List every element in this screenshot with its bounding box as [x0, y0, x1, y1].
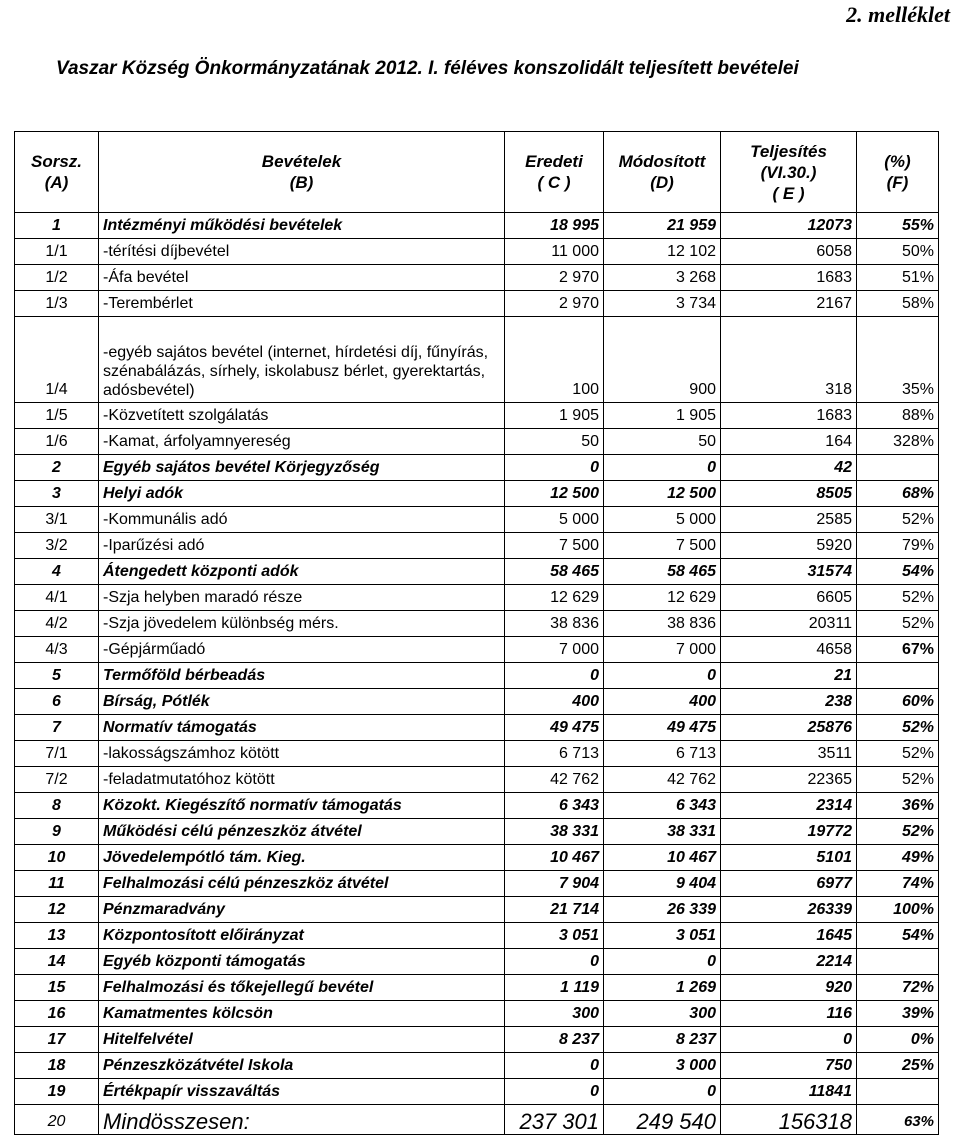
row-teljesites: 6605: [721, 585, 857, 611]
row-id: 9: [15, 819, 99, 845]
row-name: Egyéb sajátos bevétel Körjegyzőség: [99, 455, 505, 481]
table-row: [15, 1001, 939, 1027]
row-id: 16: [15, 1001, 99, 1027]
header-percent: [857, 132, 939, 213]
row-percent: [857, 1079, 939, 1105]
row-modositott: 1 905: [604, 403, 721, 429]
header-line: Eredeti: [525, 152, 583, 171]
table-row: [15, 291, 939, 317]
row-percent: 52%: [857, 767, 939, 793]
row-id: 11: [15, 871, 99, 897]
header-line: Módosított: [618, 152, 706, 171]
row-teljesites: 3511: [721, 741, 857, 767]
row-modositott: 3 000: [604, 1053, 721, 1079]
row-modositott: 900: [604, 317, 721, 403]
row-name: Helyi adók: [99, 481, 505, 507]
row-name: Intézményi működési bevételek: [99, 213, 505, 239]
header-teljesites: [721, 132, 857, 213]
row-eredeti: 6 713: [505, 741, 604, 767]
table-row: [15, 481, 939, 507]
row-modositott: 26 339: [604, 897, 721, 923]
row-eredeti: 7 500: [505, 533, 604, 559]
row-name: -lakosságszámhoz kötött: [99, 741, 505, 767]
table-row: [15, 533, 939, 559]
table-row: [15, 1053, 939, 1079]
table-header-row: [15, 132, 939, 213]
row-percent: 328%: [857, 429, 939, 455]
revenue-table: [14, 131, 939, 1135]
row-eredeti: 49 475: [505, 715, 604, 741]
row-percent: 74%: [857, 871, 939, 897]
row-id: 3/2: [15, 533, 99, 559]
row-name: Normatív támogatás: [99, 715, 505, 741]
row-eredeti: 7 000: [505, 637, 604, 663]
row-name: Egyéb központi támogatás: [99, 949, 505, 975]
row-eredeti: 100: [505, 317, 604, 403]
row-teljesites: 318: [721, 317, 857, 403]
table-row: [15, 767, 939, 793]
row-id: 4/1: [15, 585, 99, 611]
table-row: [15, 793, 939, 819]
table-row: [15, 1079, 939, 1105]
row-modositott: 7 000: [604, 637, 721, 663]
row-eredeti: 3 051: [505, 923, 604, 949]
table-row: [15, 455, 939, 481]
row-eredeti: 2 970: [505, 265, 604, 291]
table-row: [15, 975, 939, 1001]
row-teljesites: 20311: [721, 611, 857, 637]
row-teljesites: 22365: [721, 767, 857, 793]
row-name: -Közvetített szolgálatás: [99, 403, 505, 429]
row-name: -egyéb sajátos bevétel (internet, hírdetési díj, fűnyírás, szénabálázás, sírhely, iskolabusz bérlet, gyerektartás, adósbevétel): [99, 317, 505, 403]
total-eredeti: 237 301: [505, 1105, 604, 1135]
row-eredeti: 6 343: [505, 793, 604, 819]
row-modositott: 12 500: [604, 481, 721, 507]
row-name: -Iparűzési adó: [99, 533, 505, 559]
row-modositott: 49 475: [604, 715, 721, 741]
row-modositott: 9 404: [604, 871, 721, 897]
row-modositott: 0: [604, 455, 721, 481]
row-eredeti: 0: [505, 663, 604, 689]
row-modositott: 3 734: [604, 291, 721, 317]
row-name: -Gépjárműadó: [99, 637, 505, 663]
row-modositott: 8 237: [604, 1027, 721, 1053]
row-name: Központosított előirányzat: [99, 923, 505, 949]
row-teljesites: 238: [721, 689, 857, 715]
row-percent: 35%: [857, 317, 939, 403]
row-teljesites: 12073: [721, 213, 857, 239]
row-modositott: 21 959: [604, 213, 721, 239]
row-modositott: 0: [604, 949, 721, 975]
total-teljesites: 156318: [721, 1105, 857, 1135]
row-percent: 58%: [857, 291, 939, 317]
row-id: 12: [15, 897, 99, 923]
row-percent: 68%: [857, 481, 939, 507]
table-row: [15, 507, 939, 533]
row-percent: 67%: [857, 637, 939, 663]
row-name: -Terembérlet: [99, 291, 505, 317]
row-eredeti: 12 500: [505, 481, 604, 507]
header-sorszam: [15, 132, 99, 213]
row-eredeti: 18 995: [505, 213, 604, 239]
row-modositott: 12 102: [604, 239, 721, 265]
header-line: ( C ): [537, 173, 571, 192]
header-eredeti: [505, 132, 604, 213]
row-eredeti: 1 905: [505, 403, 604, 429]
header-line: Sorsz.: [30, 152, 83, 171]
row-id: 1/6: [15, 429, 99, 455]
row-name: Értékpapír visszaváltás: [99, 1079, 505, 1105]
header-line: (B): [289, 173, 314, 192]
row-percent: 54%: [857, 923, 939, 949]
document-title: Vaszar Község Önkormányzatának 2012. I. féléves konszolidált teljesített bevételei: [56, 58, 799, 79]
row-eredeti: 10 467: [505, 845, 604, 871]
row-percent: 51%: [857, 265, 939, 291]
row-eredeti: 0: [505, 1079, 604, 1105]
row-id: 3: [15, 481, 99, 507]
row-modositott: 6 713: [604, 741, 721, 767]
row-modositott: 5 000: [604, 507, 721, 533]
row-teljesites: 6977: [721, 871, 857, 897]
table-row: [15, 741, 939, 767]
row-percent: 39%: [857, 1001, 939, 1027]
row-modositott: 3 051: [604, 923, 721, 949]
row-modositott: 10 467: [604, 845, 721, 871]
row-eredeti: 0: [505, 949, 604, 975]
row-id: 10: [15, 845, 99, 871]
table-row: [15, 689, 939, 715]
row-teljesites: 1683: [721, 265, 857, 291]
row-id: 4/3: [15, 637, 99, 663]
row-percent: 25%: [857, 1053, 939, 1079]
row-percent: [857, 949, 939, 975]
row-id: 15: [15, 975, 99, 1001]
row-id: 1/5: [15, 403, 99, 429]
row-id: 19: [15, 1079, 99, 1105]
row-id: 1/4: [15, 317, 99, 403]
table-row: [15, 585, 939, 611]
row-eredeti: 0: [505, 455, 604, 481]
row-teljesites: 8505: [721, 481, 857, 507]
row-name: Átengedett központi adók: [99, 559, 505, 585]
table-row: [15, 845, 939, 871]
row-name: -feladatmutatóhoz kötött: [99, 767, 505, 793]
row-eredeti: 58 465: [505, 559, 604, 585]
header-line: Teljesítés: [750, 141, 827, 161]
row-percent: 52%: [857, 715, 939, 741]
row-eredeti: 38 331: [505, 819, 604, 845]
row-modositott: 0: [604, 663, 721, 689]
row-teljesites: 25876: [721, 715, 857, 741]
row-id: 1/3: [15, 291, 99, 317]
row-percent: 79%: [857, 533, 939, 559]
total-row: [15, 1105, 939, 1135]
row-modositott: 12 629: [604, 585, 721, 611]
header-line: (%): [884, 152, 911, 171]
table-row: [15, 1027, 939, 1053]
row-name: Felhalmozási célú pénzeszköz átvétel: [99, 871, 505, 897]
table-row: [15, 637, 939, 663]
row-modositott: 300: [604, 1001, 721, 1027]
total-modositott: 249 540: [604, 1105, 721, 1135]
row-teljesites: 2167: [721, 291, 857, 317]
row-modositott: 0: [604, 1079, 721, 1105]
row-teljesites: 21: [721, 663, 857, 689]
header-line: (A): [44, 173, 69, 192]
row-name: Hitelfelvétel: [99, 1027, 505, 1053]
header-bevetelek: [99, 132, 505, 213]
row-eredeti: 21 714: [505, 897, 604, 923]
row-percent: 60%: [857, 689, 939, 715]
row-eredeti: 42 762: [505, 767, 604, 793]
table-row: [15, 403, 939, 429]
row-id: 3/1: [15, 507, 99, 533]
row-name: -Kamat, árfolyamnyereség: [99, 429, 505, 455]
annex-label: 2. melléklet: [846, 2, 950, 27]
row-name: -Áfa bevétel: [99, 265, 505, 291]
row-teljesites: 2585: [721, 507, 857, 533]
table-row: [15, 429, 939, 455]
row-percent: 88%: [857, 403, 939, 429]
row-name: Kamatmentes kölcsön: [99, 1001, 505, 1027]
row-teljesites: 116: [721, 1001, 857, 1027]
row-eredeti: 1 119: [505, 975, 604, 1001]
table-row: [15, 317, 939, 403]
row-percent: 100%: [857, 897, 939, 923]
row-eredeti: 0: [505, 1053, 604, 1079]
row-teljesites: 0: [721, 1027, 857, 1053]
table-row: [15, 213, 939, 239]
row-percent: 49%: [857, 845, 939, 871]
row-percent: 36%: [857, 793, 939, 819]
row-eredeti: 300: [505, 1001, 604, 1027]
row-eredeti: 50: [505, 429, 604, 455]
row-id: 1: [15, 213, 99, 239]
row-percent: 54%: [857, 559, 939, 585]
row-teljesites: 1645: [721, 923, 857, 949]
row-name: Bírság, Pótlék: [99, 689, 505, 715]
table-row: [15, 239, 939, 265]
row-modositott: 38 331: [604, 819, 721, 845]
row-id: 2: [15, 455, 99, 481]
row-eredeti: 400: [505, 689, 604, 715]
row-teljesites: 750: [721, 1053, 857, 1079]
row-eredeti: 7 904: [505, 871, 604, 897]
row-percent: 50%: [857, 239, 939, 265]
row-modositott: 3 268: [604, 265, 721, 291]
row-id: 4: [15, 559, 99, 585]
table-row: [15, 819, 939, 845]
header-line: (D): [650, 173, 674, 192]
table-row: [15, 611, 939, 637]
row-teljesites: 4658: [721, 637, 857, 663]
row-eredeti: 38 836: [505, 611, 604, 637]
row-id: 6: [15, 689, 99, 715]
row-name: -Szja helyben maradó része: [99, 585, 505, 611]
row-teljesites: 2314: [721, 793, 857, 819]
table-row: [15, 871, 939, 897]
row-teljesites: 164: [721, 429, 857, 455]
row-id: 5: [15, 663, 99, 689]
row-percent: 0%: [857, 1027, 939, 1053]
table-body: [15, 213, 939, 1135]
total-percent: 63%: [857, 1105, 939, 1135]
row-name: Felhalmozási és tőkejellegű bevétel: [99, 975, 505, 1001]
row-percent: 52%: [857, 507, 939, 533]
row-name: -Kommunális adó: [99, 507, 505, 533]
table-row: [15, 265, 939, 291]
row-name: -térítési díjbevétel: [99, 239, 505, 265]
row-teljesites: 42: [721, 455, 857, 481]
row-percent: [857, 455, 939, 481]
row-eredeti: 12 629: [505, 585, 604, 611]
row-name: Jövedelempótló tám. Kieg.: [99, 845, 505, 871]
row-teljesites: 1683: [721, 403, 857, 429]
row-id: 7: [15, 715, 99, 741]
row-teljesites: 11841: [721, 1079, 857, 1105]
row-percent: [857, 663, 939, 689]
row-percent: 72%: [857, 975, 939, 1001]
row-teljesites: 19772: [721, 819, 857, 845]
row-name: Pénzeszközátvétel Iskola: [99, 1053, 505, 1079]
row-modositott: 50: [604, 429, 721, 455]
row-teljesites: 31574: [721, 559, 857, 585]
table-row: [15, 949, 939, 975]
row-id: 1/2: [15, 265, 99, 291]
header-line: ( E ): [772, 183, 805, 203]
row-percent: 52%: [857, 585, 939, 611]
row-modositott: 1 269: [604, 975, 721, 1001]
total-label: Mindösszesen:: [99, 1105, 505, 1135]
row-name: -Szja jövedelem különbség mérs.: [99, 611, 505, 637]
table-row: [15, 897, 939, 923]
row-name: Működési célú pénzeszköz átvétel: [99, 819, 505, 845]
table-row: [15, 663, 939, 689]
row-eredeti: 2 970: [505, 291, 604, 317]
row-teljesites: 920: [721, 975, 857, 1001]
row-teljesites: 26339: [721, 897, 857, 923]
row-id: 14: [15, 949, 99, 975]
table-row: [15, 923, 939, 949]
row-teljesites: 6058: [721, 239, 857, 265]
header-line: (F): [886, 173, 909, 192]
row-id: 7/2: [15, 767, 99, 793]
row-id: 1/1: [15, 239, 99, 265]
row-teljesites: 5101: [721, 845, 857, 871]
row-id: 8: [15, 793, 99, 819]
row-modositott: 400: [604, 689, 721, 715]
row-id: 17: [15, 1027, 99, 1053]
header-line: Bevételek: [261, 152, 342, 171]
header-line: (VI.30.): [760, 162, 817, 182]
row-id: 18: [15, 1053, 99, 1079]
row-modositott: 7 500: [604, 533, 721, 559]
row-name: Pénzmaradvány: [99, 897, 505, 923]
row-eredeti: 5 000: [505, 507, 604, 533]
row-modositott: 6 343: [604, 793, 721, 819]
row-name: Közokt. Kiegészítő normatív támogatás: [99, 793, 505, 819]
header-modositott: [604, 132, 721, 213]
row-id: 13: [15, 923, 99, 949]
row-modositott: 38 836: [604, 611, 721, 637]
row-teljesites: 5920: [721, 533, 857, 559]
row-teljesites: 2214: [721, 949, 857, 975]
row-eredeti: 8 237: [505, 1027, 604, 1053]
row-percent: 52%: [857, 741, 939, 767]
row-id: 4/2: [15, 611, 99, 637]
table-row: [15, 715, 939, 741]
row-percent: 52%: [857, 611, 939, 637]
row-modositott: 58 465: [604, 559, 721, 585]
table-row: [15, 559, 939, 585]
row-percent: 52%: [857, 819, 939, 845]
row-name: Termőföld bérbeadás: [99, 663, 505, 689]
row-eredeti: 11 000: [505, 239, 604, 265]
row-percent: 55%: [857, 213, 939, 239]
total-id: 20: [15, 1105, 99, 1135]
row-id: 7/1: [15, 741, 99, 767]
row-modositott: 42 762: [604, 767, 721, 793]
